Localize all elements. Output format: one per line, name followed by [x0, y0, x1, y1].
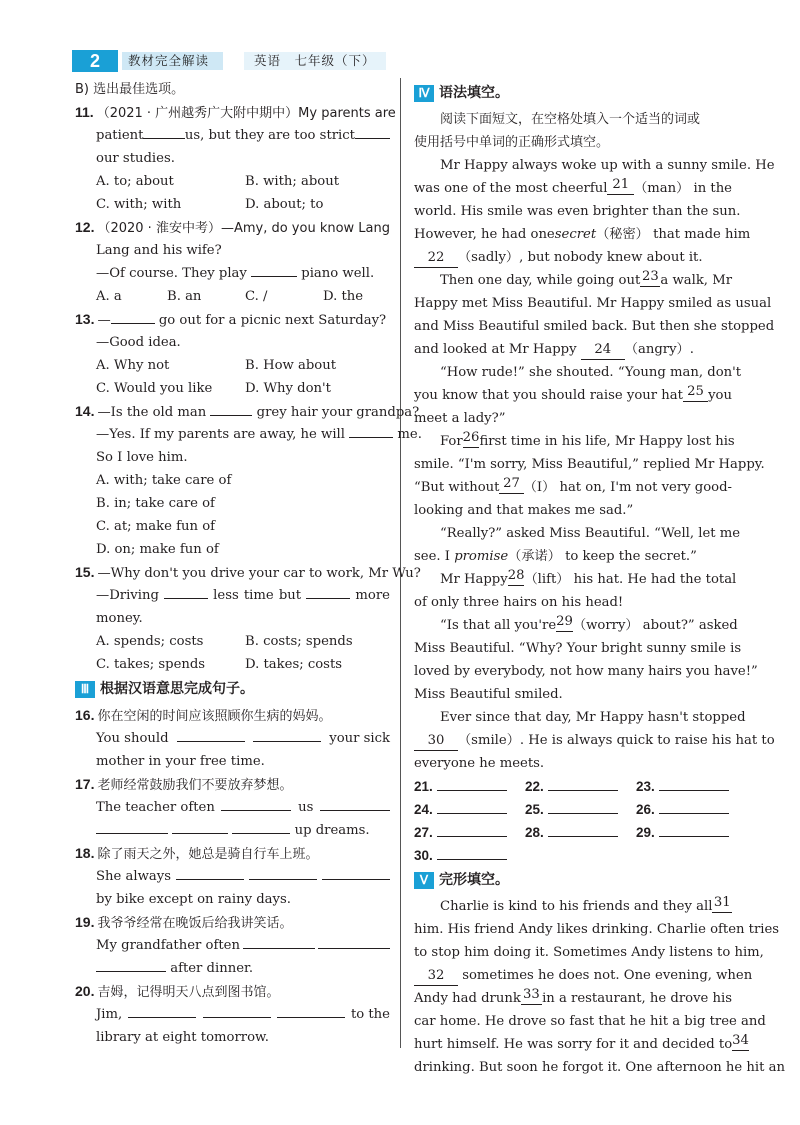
section-badge: Ⅴ: [414, 872, 434, 889]
question-16: 16. 你在空闲的时间应该照顾你生病的妈妈。: [75, 707, 332, 724]
question-18: 18. 除了雨天之外，她总是骑自行车上班。: [75, 845, 319, 862]
page-number: 2: [72, 50, 118, 72]
option[interactable]: C. takes; spends: [96, 657, 206, 672]
blank-25[interactable]: 25: [683, 384, 708, 402]
passage-line: drinking. But soon he forgot it. One afternoon he hit an: [414, 1060, 785, 1075]
section-badge: Ⅲ: [75, 681, 95, 698]
passage-line: and looked at Mr Happy 24 （angry）.: [414, 338, 732, 361]
passage-line: you know that you should raise your hat 25 you: [414, 384, 732, 403]
section-intro: B) 选出最佳选项。: [75, 82, 185, 97]
option[interactable]: A. a: [96, 289, 122, 304]
blank-30[interactable]: 30: [414, 733, 458, 751]
passage-line: of only three hairs on his head!: [414, 595, 624, 610]
answer-blank[interactable]: [111, 309, 155, 324]
option[interactable]: A. to; about: [96, 174, 174, 189]
passage-line: to stop him doing it. Sometimes Andy listens to him,: [414, 945, 764, 960]
passage-line: Happy met Miss Beautiful. Mr Happy smiled as usual: [414, 296, 772, 311]
answer-row: [414, 775, 732, 798]
answer-blank[interactable]: [210, 401, 252, 416]
answer-blank[interactable]: [143, 124, 184, 139]
answer-slot[interactable]: 25.: [525, 798, 618, 821]
answer-slot[interactable]: 24.: [414, 798, 507, 821]
passage-line: “Is that all you're 29 （worry） about?” asked: [440, 614, 738, 633]
answer-blank[interactable]: [96, 819, 168, 834]
passage-line: 22 （sadly）, but nobody knew about it.: [414, 246, 732, 269]
blank-22[interactable]: 22: [414, 250, 458, 268]
blank-31[interactable]: 31: [712, 895, 732, 913]
answer-blank[interactable]: [249, 865, 317, 880]
option[interactable]: C. /: [245, 289, 268, 304]
instructions: 阅读下面短文，在空格处填入一个适当的词或: [440, 112, 701, 127]
passage-line: Mr Happy always woke up with a sunny smile. He: [440, 158, 775, 173]
question-12: 12. （2020 · 淮安中考）—Amy, do you know Lang: [75, 219, 391, 236]
blank-33[interactable]: 33: [521, 987, 542, 1005]
blank-26[interactable]: 26: [463, 430, 480, 448]
passage-line: everyone he meets.: [414, 756, 545, 771]
passage-line: Andy had drunk 33 in a restaurant, he drove his: [414, 987, 732, 1006]
option[interactable]: B. in; take care of: [96, 496, 215, 511]
passage-line: 32 sometimes he does not. One evening, when: [414, 964, 732, 987]
option[interactable]: D. about; to: [245, 197, 324, 212]
answer-blank[interactable]: [251, 262, 297, 277]
blank-28[interactable]: 28: [508, 568, 525, 586]
options-row: [75, 630, 390, 653]
blank-29[interactable]: 29: [556, 614, 573, 632]
passage-line: “How rude!” she shouted. “Young man, don't: [440, 365, 742, 380]
question-17: 17. 老师经常鼓励我们不要放弃梦想。: [75, 776, 293, 793]
answer-blank[interactable]: [306, 584, 350, 599]
options-row: [75, 354, 390, 377]
subject-grade: 英语 七年级（下）: [244, 52, 386, 70]
passage-line: car home. He drove so fast that he hit a big tree and: [414, 1014, 766, 1029]
option[interactable]: D. on; make fun of: [96, 542, 219, 557]
section-badge: Ⅳ: [414, 85, 434, 102]
blank-27[interactable]: 27: [499, 476, 523, 494]
passage-line: Ever since that day, Mr Happy hasn't stopped: [440, 710, 746, 725]
passage-line: 30 （smile）. He is always quick to raise his hat to: [414, 729, 732, 752]
answer-blank[interactable]: [221, 796, 291, 811]
passage-line: him. His friend Andy likes drinking. Charlie often tries: [414, 922, 780, 937]
answer-blank[interactable]: [355, 124, 390, 139]
passage-line: see. I promise（承诺） to keep the secret.”: [414, 549, 697, 564]
option[interactable]: A. with; take care of: [96, 473, 232, 488]
page-header: [72, 50, 376, 72]
option[interactable]: A. spends; costs: [96, 634, 204, 649]
passage-line: loved by everybody, not how many hairs you have!”: [414, 664, 758, 679]
passage-line: looking and that makes me sad.”: [414, 503, 634, 518]
answer-row: [414, 798, 732, 821]
answer-row: [414, 821, 732, 844]
book-title: 教材完全解读: [122, 52, 223, 70]
answer-blank[interactable]: [243, 934, 315, 949]
options-row: [75, 170, 390, 193]
passage-line: meet a lady?”: [414, 411, 506, 426]
question-19: 19. 我爷爷经常在晚饭后给我讲笑话。: [75, 914, 293, 931]
option[interactable]: B. costs; spends: [245, 634, 353, 649]
option[interactable]: D. Why don't: [245, 381, 331, 396]
right-column: Ⅳ 语法填空。 阅读下面短文，在空格处填入一个适当的词或 使用括号中单词的正确形式填空。 Mr Happy always woke up with a sunny smile. He was one of the most cheerful 21 （man） in the world. His smile was even brighter than the sun. However, he had one secret（秘密） that made him 22 （sadly）, but nobody knew about it. Then one day, while going out 23 a walk, Mr Happy met Miss Beautiful. Mr Happy smiled as usual and Miss Beautiful smiled back. But then she stopped and looked at Mr Happy 24 （angry）. “How rude!” she shouted. “Young man, don't you know that you should raise your hat 25 you meet a lady?” For 26 first time in his life, Mr Happy lost his smile. “I'm sorry, Miss Beautiful,” replied Mr Happy. “But without 27 （I） hat on, I'm not very good- looking and that makes me sad.” “Really?” asked Miss Beautiful. “Well, let me see. I promise（承诺） to keep the secret.” Mr Happy 28 （lift） his hat. He had the total of only three hairs on his head! “Is that all you're 29 （worry） about?” asked Miss Beautiful. “Why? Your bright sunny smile is loved by everybody, not how many hairs you have!” Miss Beautiful smiled. Ever since that day, Mr Happy hasn't stopped 30 （smile）. He is always quick to raise his hat to everyone he meets. 21. 22. 23. 24. 25. 26. 27. 28. 29. 30. Ⅴ 完形填空。 Charlie is kind to his friends and they all 31 him. His friend Andy likes drinking. Charlie often tries to stop him doing it. Sometimes Andy listens to him, 32 sometimes he does not. One evening, when Andy had drunk 33 in a restaurant, he drove his car home. He drove so fast that he hit a big tree and hurt himself. He was sorry for it and decided to 34 drinking. But soon he forgot it. One afternoon he hit an: [414, 80, 732, 1079]
passage-line: world. His smile was even brighter than the sun.: [414, 204, 741, 219]
answer-blank[interactable]: [277, 1003, 345, 1018]
question-14: 14. —Is the old man grey hair your grandpa?: [75, 403, 420, 420]
blank-32[interactable]: 32: [414, 968, 458, 986]
option[interactable]: B. with; about: [245, 174, 340, 189]
passage-line: and Miss Beautiful smiled back. But then she stopped: [414, 319, 775, 334]
answer-blank[interactable]: [320, 796, 390, 811]
answer-blank[interactable]: [322, 865, 390, 880]
answer-blank[interactable]: [128, 1003, 196, 1018]
options-row: [75, 653, 390, 676]
answer-blank[interactable]: [253, 727, 321, 742]
option[interactable]: B. an: [167, 289, 202, 304]
answer-slot[interactable]: 21.: [414, 775, 507, 798]
answer-slot[interactable]: 29.: [636, 821, 729, 844]
passage-line: “Really?” asked Miss Beautiful. “Well, let me: [440, 526, 741, 541]
answer-slot[interactable]: 28.: [525, 821, 618, 844]
options-row: [75, 193, 390, 216]
answer-blank[interactable]: [176, 865, 244, 880]
answer-slot[interactable]: 30.: [414, 844, 507, 867]
blank-23[interactable]: 23: [640, 269, 660, 287]
passage-line: However, he had one secret（秘密） that made him: [414, 227, 751, 242]
answer-blank[interactable]: [349, 423, 393, 438]
options-row: [75, 285, 390, 308]
passage-line: For 26 first time in his life, Mr Happy lost his: [440, 430, 735, 449]
left-column: B) 选出最佳选项。 11. （2021 · 广州越秀广大附中期中）My parents are patient us, but they are too strict our studies. A. to; about B. with; about C. with; with D. about; to 12. （2020 · 淮安中考）—Amy, do you know Lang Lang and his wife? —Of course. They play piano well. A. a B. an C. / D. the 13. — go out for a picnic next Saturday? —Good idea. A. Why not B. How about C. Would you like D. Why don't 14. —Is the old man grey hair your grandpa? —Yes. If my parents are away, he will me. So I love him. A. with; take care of B. in; take care of C. at; make fun of D. on; make fun of 15. —Why don't you drive your car to work, Mr Wu? —Driving less time but more money. A. spends; costs B. costs; spends C. takes; spends D. takes; costs Ⅲ 根据汉语意思完成句子。 16. 你在空闲的时间应该照顾你生病的妈妈。 You should your sick mother in your free time. 17. 老师经常鼓励我们不要放弃梦想。 The teacher often us up dreams. 18. 除了雨天之外，她总是骑自行车上班。 She always by bike except on rainy days. 19. 我爷爷经常在晚饭后给我讲笑话。 My grandfather often after dinner. 20. 吉姆，记得明天八点到图书馆。 Jim, to the library at eight tomorrow.: [75, 78, 390, 1049]
passage-line: was one of the most cheerful 21 （man） in the: [414, 177, 732, 196]
answer-blank[interactable]: [318, 934, 390, 949]
option[interactable]: A. Why not: [96, 358, 170, 373]
option[interactable]: D. the: [323, 289, 364, 304]
options-row: [75, 377, 390, 400]
blank-21[interactable]: 21: [607, 177, 634, 195]
option[interactable]: B. How about: [245, 358, 337, 373]
answer-slot[interactable]: 27.: [414, 821, 507, 844]
answer-slot[interactable]: 23.: [636, 775, 729, 798]
answer-slot[interactable]: 26.: [636, 798, 729, 821]
question-20: 20. 吉姆，记得明天八点到图书馆。: [75, 983, 280, 1000]
option[interactable]: D. takes; costs: [245, 657, 343, 672]
passage-line: Charlie is kind to his friends and they all 31: [440, 895, 731, 914]
question-11: 11. （2021 · 广州越秀广大附中期中）My parents are: [75, 104, 396, 121]
blank-24[interactable]: 24: [581, 342, 625, 360]
option[interactable]: C. at; make fun of: [96, 519, 216, 534]
passage-line: Mr Happy 28 （lift） his hat. He had the total: [440, 568, 737, 587]
option[interactable]: C. with; with: [96, 197, 182, 212]
answer-slot[interactable]: 22.: [525, 775, 618, 798]
answer-row: [414, 844, 732, 867]
section-3-heading: Ⅲ 根据汉语意思完成句子。: [75, 678, 390, 702]
answer-blank[interactable]: [177, 727, 245, 742]
answer-blank[interactable]: [232, 819, 290, 834]
answer-blank[interactable]: [164, 584, 208, 599]
option[interactable]: C. Would you like: [96, 381, 213, 396]
passage-line: Then one day, while going out 23 a walk, Mr: [440, 269, 732, 288]
section-4-heading: Ⅳ 语法填空。: [414, 82, 732, 106]
blank-34[interactable]: 34: [732, 1033, 749, 1051]
passage-line: Miss Beautiful. “Why? Your bright sunny smile is: [414, 641, 742, 656]
passage-line: smile. “I'm sorry, Miss Beautiful,” replied Mr Happy.: [414, 457, 765, 472]
passage-line: hurt himself. He was sorry for it and decided to 34: [414, 1033, 749, 1052]
passage-line: “But without 27 （I） hat on, I'm not very good-: [414, 476, 732, 495]
column-divider: [400, 78, 401, 1048]
section-5-heading: Ⅴ 完形填空。: [414, 869, 732, 893]
question-13: 13. — go out for a picnic next Saturday?: [75, 311, 387, 328]
passage-line: Miss Beautiful smiled.: [414, 687, 563, 702]
question-15: 15. —Why don't you drive your car to work, Mr Wu?: [75, 564, 421, 581]
answer-blank[interactable]: [172, 819, 228, 834]
answer-blank[interactable]: [203, 1003, 271, 1018]
answer-blank[interactable]: [96, 957, 166, 972]
